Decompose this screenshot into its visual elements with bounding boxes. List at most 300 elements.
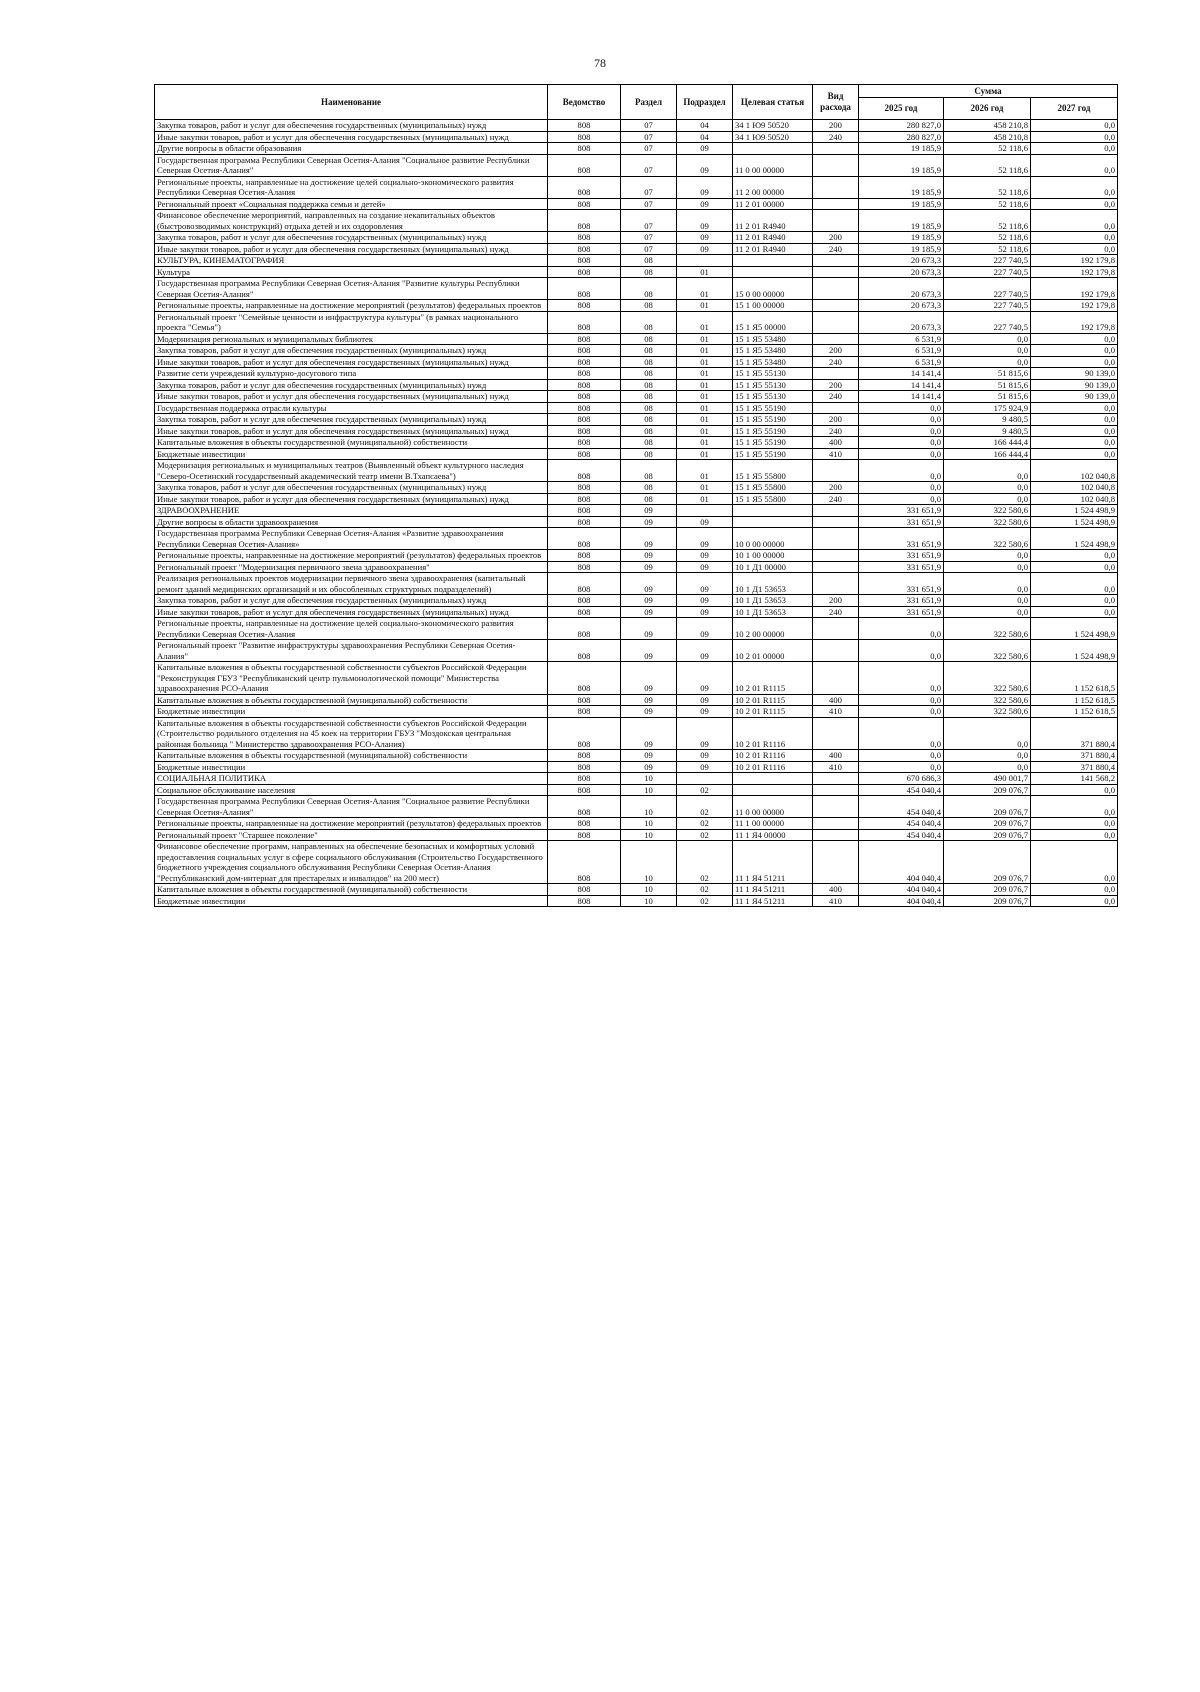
row-amount-2027: 0,0 bbox=[1031, 448, 1118, 460]
row-subsection: 09 bbox=[677, 662, 733, 695]
row-exp-type bbox=[813, 368, 859, 380]
row-amount-2026: 0,0 bbox=[944, 345, 1031, 357]
row-amount-2026: 0,0 bbox=[944, 717, 1031, 750]
table-row bbox=[155, 266, 1118, 278]
row-section: 07 bbox=[621, 176, 677, 198]
row-amount-2026: 0,0 bbox=[944, 750, 1031, 762]
row-amount-2027: 192 179,8 bbox=[1031, 278, 1118, 300]
row-name: Закупка товаров, работ и услуг для обеспечения государственных (муниципальных) нужд bbox=[155, 414, 548, 426]
header-exp-type: Вид расхода bbox=[813, 85, 859, 120]
row-name: Закупка товаров, работ и услуг для обеспечения государственных (муниципальных) нужд bbox=[155, 595, 548, 607]
row-subsection: 09 bbox=[677, 606, 733, 618]
row-amount-2027: 0,0 bbox=[1031, 210, 1118, 232]
row-name: Бюджетные инвестиции bbox=[155, 706, 548, 718]
row-amount-2025: 14 141,4 bbox=[859, 379, 944, 391]
row-amount-2025: 0,0 bbox=[859, 425, 944, 437]
row-subsection: 01 bbox=[677, 448, 733, 460]
row-exp-type: 240 bbox=[813, 425, 859, 437]
row-name: Региональные проекты, направленные на достижение целей социально-экономического развития Республики Северная Осетия-Алания bbox=[155, 618, 548, 640]
row-subsection: 01 bbox=[677, 356, 733, 368]
table-row bbox=[155, 561, 1118, 573]
row-subsection: 01 bbox=[677, 278, 733, 300]
row-dept: 808 bbox=[548, 884, 621, 896]
row-amount-2027: 0,0 bbox=[1031, 829, 1118, 841]
row-section: 07 bbox=[621, 210, 677, 232]
row-amount-2026: 52 118,6 bbox=[944, 176, 1031, 198]
row-amount-2027: 1 524 498,9 bbox=[1031, 618, 1118, 640]
row-exp-type: 400 bbox=[813, 437, 859, 449]
row-amount-2027: 1 524 498,9 bbox=[1031, 516, 1118, 528]
row-name: Бюджетные инвестиции bbox=[155, 448, 548, 460]
row-name: Государственная поддержка отрасли культуры bbox=[155, 402, 548, 414]
row-amount-2026: 209 076,7 bbox=[944, 829, 1031, 841]
row-section: 08 bbox=[621, 460, 677, 482]
row-target: 10 1 00 00000 bbox=[733, 550, 813, 562]
row-subsection: 09 bbox=[677, 618, 733, 640]
row-exp-type bbox=[813, 818, 859, 830]
row-target: 10 2 01 R1115 bbox=[733, 694, 813, 706]
row-exp-type bbox=[813, 210, 859, 232]
row-section: 07 bbox=[621, 198, 677, 210]
row-name: Региональный проект "Развитие инфраструктуры здравоохранения Республики Северная Осетия-Алания" bbox=[155, 640, 548, 662]
row-section: 10 bbox=[621, 829, 677, 841]
table-row bbox=[155, 131, 1118, 143]
row-amount-2026: 209 076,7 bbox=[944, 895, 1031, 907]
row-exp-type: 400 bbox=[813, 694, 859, 706]
row-exp-type bbox=[813, 829, 859, 841]
row-dept: 808 bbox=[548, 278, 621, 300]
table-row bbox=[155, 528, 1118, 550]
row-section: 08 bbox=[621, 300, 677, 312]
row-target: 34 1 Ю9 50520 bbox=[733, 131, 813, 143]
row-exp-type bbox=[813, 550, 859, 562]
row-amount-2026: 166 444,4 bbox=[944, 437, 1031, 449]
row-subsection: 02 bbox=[677, 841, 733, 884]
row-target: 15 1 Я5 55800 bbox=[733, 482, 813, 494]
row-amount-2027: 1 524 498,9 bbox=[1031, 640, 1118, 662]
row-amount-2025: 19 185,9 bbox=[859, 232, 944, 244]
row-exp-type bbox=[813, 255, 859, 267]
row-target: 11 1 Я4 51211 bbox=[733, 841, 813, 884]
row-amount-2027: 0,0 bbox=[1031, 561, 1118, 573]
row-dept: 808 bbox=[548, 255, 621, 267]
row-exp-type bbox=[813, 796, 859, 818]
row-target bbox=[733, 143, 813, 155]
row-subsection: 02 bbox=[677, 829, 733, 841]
table-row bbox=[155, 278, 1118, 300]
row-amount-2025: 454 040,4 bbox=[859, 796, 944, 818]
row-subsection: 01 bbox=[677, 437, 733, 449]
row-amount-2026: 322 580,6 bbox=[944, 528, 1031, 550]
header-subsection: Подраздел bbox=[677, 85, 733, 120]
row-target: 15 1 Я5 55190 bbox=[733, 448, 813, 460]
row-dept: 808 bbox=[548, 414, 621, 426]
row-subsection: 02 bbox=[677, 895, 733, 907]
row-amount-2026: 0,0 bbox=[944, 356, 1031, 368]
row-dept: 808 bbox=[548, 460, 621, 482]
row-subsection: 01 bbox=[677, 345, 733, 357]
row-exp-type: 240 bbox=[813, 606, 859, 618]
row-subsection: 02 bbox=[677, 784, 733, 796]
row-dept: 808 bbox=[548, 243, 621, 255]
row-section: 08 bbox=[621, 448, 677, 460]
table-row bbox=[155, 829, 1118, 841]
row-subsection bbox=[677, 255, 733, 267]
row-target: 15 1 Я5 55190 bbox=[733, 402, 813, 414]
row-section: 08 bbox=[621, 333, 677, 345]
row-amount-2026: 322 580,6 bbox=[944, 618, 1031, 640]
row-amount-2025: 0,0 bbox=[859, 460, 944, 482]
row-name: Модернизация региональных и муниципальных библиотек bbox=[155, 333, 548, 345]
row-dept: 808 bbox=[548, 368, 621, 380]
row-section: 09 bbox=[621, 761, 677, 773]
row-section: 10 bbox=[621, 895, 677, 907]
row-amount-2027: 192 179,8 bbox=[1031, 300, 1118, 312]
row-section: 08 bbox=[621, 425, 677, 437]
row-subsection: 09 bbox=[677, 198, 733, 210]
row-subsection: 09 bbox=[677, 706, 733, 718]
row-subsection: 09 bbox=[677, 750, 733, 762]
row-dept: 808 bbox=[548, 796, 621, 818]
row-exp-type bbox=[813, 278, 859, 300]
row-amount-2026: 322 580,6 bbox=[944, 505, 1031, 517]
row-name: Другие вопросы в области здравоохранения bbox=[155, 516, 548, 528]
row-dept: 808 bbox=[548, 550, 621, 562]
row-name: Финансовое обеспечение мероприятий, направленных на создание некапитальных объектов (быстровозводимых конструкций) отдыха детей и их оздоровления bbox=[155, 210, 548, 232]
row-subsection: 01 bbox=[677, 368, 733, 380]
row-exp-type bbox=[813, 784, 859, 796]
row-dept: 808 bbox=[548, 618, 621, 640]
row-amount-2027: 90 139,0 bbox=[1031, 368, 1118, 380]
row-amount-2027: 0,0 bbox=[1031, 176, 1118, 198]
row-subsection: 01 bbox=[677, 460, 733, 482]
row-subsection: 01 bbox=[677, 402, 733, 414]
row-subsection: 09 bbox=[677, 143, 733, 155]
table-row bbox=[155, 333, 1118, 345]
row-subsection: 09 bbox=[677, 640, 733, 662]
row-amount-2027: 0,0 bbox=[1031, 606, 1118, 618]
table-row bbox=[155, 425, 1118, 437]
row-amount-2027: 0,0 bbox=[1031, 841, 1118, 884]
row-amount-2026: 227 740,5 bbox=[944, 311, 1031, 333]
header-2026: 2026 год bbox=[944, 98, 1031, 120]
row-amount-2025: 331 651,9 bbox=[859, 606, 944, 618]
table-row bbox=[155, 460, 1118, 482]
row-target bbox=[733, 516, 813, 528]
row-amount-2025: 0,0 bbox=[859, 437, 944, 449]
row-section: 09 bbox=[621, 528, 677, 550]
row-amount-2025: 20 673,3 bbox=[859, 278, 944, 300]
row-dept: 808 bbox=[548, 198, 621, 210]
row-name: Иные закупки товаров, работ и услуг для обеспечения государственных (муниципальных) нужд bbox=[155, 356, 548, 368]
row-amount-2026: 490 001,7 bbox=[944, 773, 1031, 785]
row-amount-2026: 209 076,7 bbox=[944, 841, 1031, 884]
row-amount-2025: 404 040,4 bbox=[859, 884, 944, 896]
row-subsection: 02 bbox=[677, 818, 733, 830]
row-subsection: 01 bbox=[677, 482, 733, 494]
row-subsection: 01 bbox=[677, 333, 733, 345]
row-amount-2027: 0,0 bbox=[1031, 437, 1118, 449]
row-name: Региональные проекты, направленные на достижение мероприятий (результатов) федеральных проектов bbox=[155, 300, 548, 312]
row-dept: 808 bbox=[548, 595, 621, 607]
row-subsection: 09 bbox=[677, 516, 733, 528]
table-row bbox=[155, 662, 1118, 695]
row-dept: 808 bbox=[548, 561, 621, 573]
row-section: 09 bbox=[621, 640, 677, 662]
row-target: 15 1 Я5 55800 bbox=[733, 460, 813, 482]
table-row bbox=[155, 482, 1118, 494]
row-amount-2026: 52 118,6 bbox=[944, 243, 1031, 255]
row-amount-2027: 371 880,4 bbox=[1031, 750, 1118, 762]
row-exp-type bbox=[813, 460, 859, 482]
row-name: Бюджетные инвестиции bbox=[155, 895, 548, 907]
row-amount-2027: 0,0 bbox=[1031, 573, 1118, 595]
table-row bbox=[155, 818, 1118, 830]
row-section: 09 bbox=[621, 662, 677, 695]
row-exp-type bbox=[813, 841, 859, 884]
row-amount-2026: 209 076,7 bbox=[944, 796, 1031, 818]
row-amount-2026: 227 740,5 bbox=[944, 300, 1031, 312]
table-row bbox=[155, 493, 1118, 505]
row-section: 08 bbox=[621, 266, 677, 278]
row-exp-type bbox=[813, 311, 859, 333]
table-row bbox=[155, 640, 1118, 662]
row-amount-2027: 0,0 bbox=[1031, 425, 1118, 437]
row-subsection: 09 bbox=[677, 761, 733, 773]
row-dept: 808 bbox=[548, 300, 621, 312]
budget-table bbox=[154, 84, 1118, 907]
table-row bbox=[155, 448, 1118, 460]
table-row bbox=[155, 895, 1118, 907]
row-amount-2027: 1 152 618,5 bbox=[1031, 662, 1118, 695]
row-target: 10 2 01 R1115 bbox=[733, 662, 813, 695]
row-amount-2025: 20 673,3 bbox=[859, 266, 944, 278]
row-subsection: 01 bbox=[677, 266, 733, 278]
row-subsection: 09 bbox=[677, 550, 733, 562]
row-subsection: 09 bbox=[677, 176, 733, 198]
row-name: Региональный проект "Старшее поколение" bbox=[155, 829, 548, 841]
row-amount-2027: 102 040,8 bbox=[1031, 493, 1118, 505]
row-dept: 808 bbox=[548, 841, 621, 884]
row-name: Иные закупки товаров, работ и услуг для обеспечения государственных (муниципальных) нужд bbox=[155, 493, 548, 505]
row-section: 08 bbox=[621, 368, 677, 380]
row-name: Капитальные вложения в объекты государственной собственности субъектов Российской Федерации (Строительство родильного отделения на 45 коек на территории ГБУЗ "Моздокская центральная районная больница " Министерство здравоохранения РСО-Алания) bbox=[155, 717, 548, 750]
row-amount-2027: 1 152 618,5 bbox=[1031, 706, 1118, 718]
table-row bbox=[155, 379, 1118, 391]
row-target: 11 2 01 R4940 bbox=[733, 232, 813, 244]
row-section: 10 bbox=[621, 784, 677, 796]
table-row bbox=[155, 773, 1118, 785]
row-amount-2025: 19 185,9 bbox=[859, 210, 944, 232]
row-subsection: 01 bbox=[677, 300, 733, 312]
row-exp-type bbox=[813, 773, 859, 785]
row-target: 15 1 Я5 53480 bbox=[733, 356, 813, 368]
header-2025: 2025 год bbox=[859, 98, 944, 120]
row-amount-2025: 0,0 bbox=[859, 694, 944, 706]
row-section: 08 bbox=[621, 311, 677, 333]
row-exp-type: 410 bbox=[813, 895, 859, 907]
row-amount-2026: 166 444,4 bbox=[944, 448, 1031, 460]
row-amount-2027: 0,0 bbox=[1031, 895, 1118, 907]
row-target: 11 2 00 00000 bbox=[733, 176, 813, 198]
row-amount-2025: 6 531,9 bbox=[859, 345, 944, 357]
row-target: 11 2 01 00000 bbox=[733, 198, 813, 210]
table-row bbox=[155, 120, 1118, 132]
row-subsection: 09 bbox=[677, 232, 733, 244]
row-section: 09 bbox=[621, 550, 677, 562]
table-row bbox=[155, 300, 1118, 312]
row-amount-2025: 6 531,9 bbox=[859, 333, 944, 345]
table-row bbox=[155, 761, 1118, 773]
row-amount-2025: 0,0 bbox=[859, 640, 944, 662]
page-number: 78 bbox=[594, 56, 606, 70]
row-subsection: 02 bbox=[677, 884, 733, 896]
header-target: Целевая статья bbox=[733, 85, 813, 120]
row-target bbox=[733, 505, 813, 517]
row-name: Другие вопросы в области образования bbox=[155, 143, 548, 155]
row-subsection: 01 bbox=[677, 391, 733, 403]
row-amount-2027: 1 524 498,9 bbox=[1031, 528, 1118, 550]
table-row bbox=[155, 595, 1118, 607]
row-amount-2025: 331 651,9 bbox=[859, 573, 944, 595]
table-row bbox=[155, 311, 1118, 333]
row-amount-2026: 0,0 bbox=[944, 550, 1031, 562]
row-dept: 808 bbox=[548, 120, 621, 132]
row-amount-2025: 331 651,9 bbox=[859, 516, 944, 528]
row-name: Государственная программа Республики Северная Осетия-Алания "Социальное развитие Республики Северная Осетия-Алания" bbox=[155, 154, 548, 176]
row-amount-2025: 454 040,4 bbox=[859, 829, 944, 841]
row-amount-2027: 0,0 bbox=[1031, 884, 1118, 896]
row-dept: 808 bbox=[548, 640, 621, 662]
row-name: Государственная программа Республики Северная Осетия-Алания "Социальное развитие Республики Северная Осетия-Алания" bbox=[155, 796, 548, 818]
row-target bbox=[733, 784, 813, 796]
row-exp-type: 200 bbox=[813, 414, 859, 426]
row-dept: 808 bbox=[548, 694, 621, 706]
row-amount-2027: 0,0 bbox=[1031, 154, 1118, 176]
row-name: Капитальные вложения в объекты государственной (муниципальной) собственности bbox=[155, 884, 548, 896]
row-amount-2026: 322 580,6 bbox=[944, 706, 1031, 718]
row-section: 09 bbox=[621, 573, 677, 595]
row-dept: 808 bbox=[548, 425, 621, 437]
row-amount-2026: 0,0 bbox=[944, 493, 1031, 505]
row-subsection: 09 bbox=[677, 210, 733, 232]
row-amount-2025: 331 651,9 bbox=[859, 595, 944, 607]
row-exp-type: 410 bbox=[813, 761, 859, 773]
row-section: 07 bbox=[621, 120, 677, 132]
row-name: Государственная программа Республики Северная Осетия-Алания "Развитие культуры Республики Северная Осетия-Алания" bbox=[155, 278, 548, 300]
row-name: Иные закупки товаров, работ и услуг для обеспечения государственных (муниципальных) нужд bbox=[155, 606, 548, 618]
row-amount-2027: 0,0 bbox=[1031, 595, 1118, 607]
row-amount-2027: 90 139,0 bbox=[1031, 391, 1118, 403]
row-subsection: 09 bbox=[677, 154, 733, 176]
row-exp-type bbox=[813, 561, 859, 573]
row-amount-2027: 0,0 bbox=[1031, 232, 1118, 244]
row-amount-2026: 0,0 bbox=[944, 333, 1031, 345]
row-section: 10 bbox=[621, 841, 677, 884]
row-section: 09 bbox=[621, 505, 677, 517]
table-row bbox=[155, 606, 1118, 618]
row-amount-2026: 51 815,6 bbox=[944, 379, 1031, 391]
row-dept: 808 bbox=[548, 437, 621, 449]
row-section: 07 bbox=[621, 131, 677, 143]
row-amount-2027: 102 040,8 bbox=[1031, 482, 1118, 494]
row-amount-2025: 14 141,4 bbox=[859, 391, 944, 403]
table-row bbox=[155, 618, 1118, 640]
row-amount-2026: 0,0 bbox=[944, 595, 1031, 607]
row-amount-2025: 6 531,9 bbox=[859, 356, 944, 368]
row-exp-type bbox=[813, 717, 859, 750]
row-dept: 808 bbox=[548, 761, 621, 773]
row-amount-2025: 0,0 bbox=[859, 662, 944, 695]
row-exp-type: 400 bbox=[813, 884, 859, 896]
row-section: 09 bbox=[621, 717, 677, 750]
row-name: Региональный проект "Семейные ценности и инфраструктура культуры" (в рамках национального проекта "Семья") bbox=[155, 311, 548, 333]
row-amount-2026: 52 118,6 bbox=[944, 143, 1031, 155]
row-amount-2025: 454 040,4 bbox=[859, 818, 944, 830]
row-dept: 808 bbox=[548, 154, 621, 176]
row-name: Закупка товаров, работ и услуг для обеспечения государственных (муниципальных) нужд bbox=[155, 345, 548, 357]
row-name: Региональные проекты, направленные на достижение мероприятий (результатов) федеральных проектов bbox=[155, 818, 548, 830]
row-section: 10 bbox=[621, 884, 677, 896]
row-amount-2025: 20 673,3 bbox=[859, 255, 944, 267]
row-dept: 808 bbox=[548, 232, 621, 244]
row-subsection bbox=[677, 505, 733, 517]
row-amount-2025: 331 651,9 bbox=[859, 550, 944, 562]
row-exp-type: 240 bbox=[813, 493, 859, 505]
table-row bbox=[155, 154, 1118, 176]
table-row bbox=[155, 717, 1118, 750]
row-section: 09 bbox=[621, 706, 677, 718]
row-amount-2025: 0,0 bbox=[859, 414, 944, 426]
row-dept: 808 bbox=[548, 356, 621, 368]
row-target: 15 1 Я5 53480 bbox=[733, 333, 813, 345]
row-exp-type: 200 bbox=[813, 120, 859, 132]
row-section: 08 bbox=[621, 482, 677, 494]
row-target bbox=[733, 773, 813, 785]
table-row bbox=[155, 255, 1118, 267]
row-amount-2026: 51 815,6 bbox=[944, 368, 1031, 380]
row-amount-2027: 192 179,8 bbox=[1031, 255, 1118, 267]
row-amount-2027: 0,0 bbox=[1031, 243, 1118, 255]
row-section: 08 bbox=[621, 437, 677, 449]
row-amount-2025: 0,0 bbox=[859, 493, 944, 505]
row-section: 09 bbox=[621, 561, 677, 573]
row-target: 11 1 00 00000 bbox=[733, 818, 813, 830]
row-section: 08 bbox=[621, 391, 677, 403]
row-exp-type bbox=[813, 300, 859, 312]
row-section: 08 bbox=[621, 255, 677, 267]
row-amount-2026: 0,0 bbox=[944, 606, 1031, 618]
row-section: 08 bbox=[621, 493, 677, 505]
row-name: Развитие сети учреждений культурно-досугового типа bbox=[155, 368, 548, 380]
row-dept: 808 bbox=[548, 448, 621, 460]
row-amount-2027: 0,0 bbox=[1031, 414, 1118, 426]
row-dept: 808 bbox=[548, 402, 621, 414]
row-name: Иные закупки товаров, работ и услуг для обеспечения государственных (муниципальных) нужд bbox=[155, 131, 548, 143]
row-section: 09 bbox=[621, 618, 677, 640]
row-name: СОЦИАЛЬНАЯ ПОЛИТИКА bbox=[155, 773, 548, 785]
row-exp-type bbox=[813, 198, 859, 210]
row-amount-2026: 227 740,5 bbox=[944, 255, 1031, 267]
row-target: 11 1 Я4 51211 bbox=[733, 895, 813, 907]
row-amount-2026: 209 076,7 bbox=[944, 818, 1031, 830]
row-section: 09 bbox=[621, 694, 677, 706]
row-exp-type: 200 bbox=[813, 232, 859, 244]
table-row bbox=[155, 402, 1118, 414]
row-subsection: 04 bbox=[677, 120, 733, 132]
row-amount-2027: 0,0 bbox=[1031, 120, 1118, 132]
row-target: 10 1 Д1 00000 bbox=[733, 561, 813, 573]
